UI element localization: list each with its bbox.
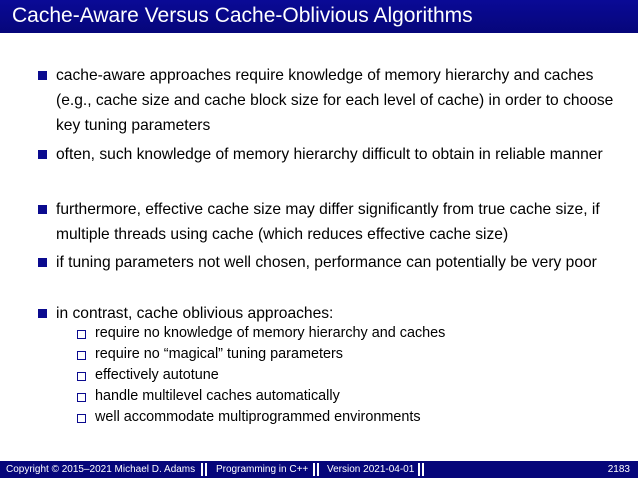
bullet-text: cache-aware approaches require knowledge of memory hierarchy and caches (e.g., cache size and cache block size for each level of cache) in order to choose key tuning parameters — [56, 67, 614, 134]
title-bar — [0, 0, 638, 33]
bullet-text: often, such knowledge of memory hierarchy difficult to obtain in reliable manner — [56, 146, 603, 163]
bullet-text: if tuning parameters not well chosen, performance can potentially be very poor — [56, 254, 597, 271]
sub-bullet-box-icon — [77, 351, 86, 360]
bullet-square-icon — [38, 205, 47, 214]
slide-title: Cache-Aware Versus Cache-Oblivious Algorithms — [12, 4, 473, 27]
bullet-text: furthermore, effective cache size may differ significantly from true cache size, if multiple threads using cache (which reduces effective cache size) — [56, 201, 600, 243]
footer-copyright: Copyright © 2015–2021 Michael D. Adams — [6, 464, 196, 475]
sub-bullet-text: handle multilevel caches automatically — [95, 388, 340, 404]
bullet-square-icon — [38, 309, 47, 318]
sub-bullet-text: effectively autotune — [95, 367, 219, 383]
sub-bullet-box-icon — [77, 330, 86, 339]
footer-separator — [201, 463, 207, 476]
sub-bullet-text: well accommodate multiprogrammed environments — [95, 409, 421, 425]
bullet-text: in contrast, cache oblivious approaches: — [56, 305, 334, 322]
footer-course: Programming in C++ — [216, 464, 309, 475]
footer-page-number: 2183 — [607, 464, 630, 475]
sub-bullet-box-icon — [77, 393, 86, 402]
sub-bullet-box-icon — [77, 414, 86, 423]
bullet-square-icon — [38, 258, 47, 267]
footer-bar — [0, 461, 638, 478]
sub-bullet-text: require no “magical” tuning parameters — [95, 346, 343, 362]
bullet-square-icon — [38, 150, 47, 159]
sub-bullet-box-icon — [77, 372, 86, 381]
footer-separator — [313, 463, 319, 476]
bullet-square-icon — [38, 71, 47, 80]
footer-version: Version 2021-04-01 — [327, 464, 415, 475]
footer-separator — [418, 463, 424, 476]
sub-bullet-text: require no knowledge of memory hierarchy and caches — [95, 325, 446, 341]
